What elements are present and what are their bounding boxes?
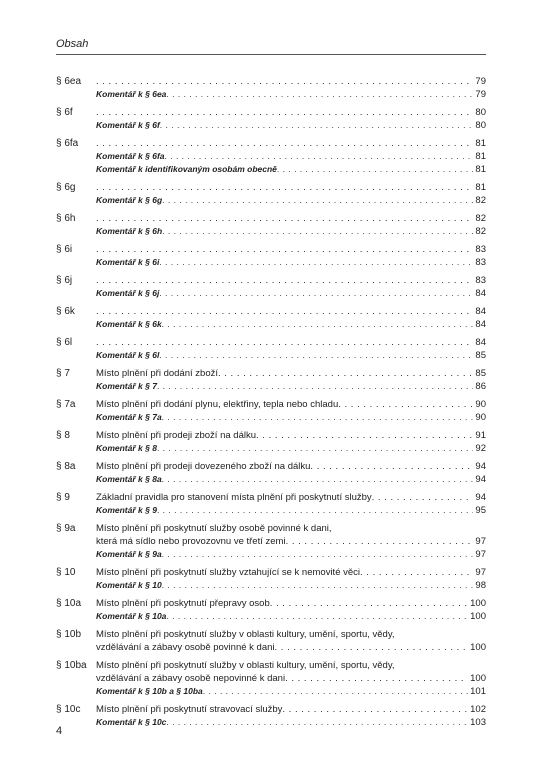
toc-line[interactable]	[96, 628, 486, 641]
page-ref: 82	[475, 226, 486, 237]
page-ref: 85	[475, 368, 486, 379]
entry-title: Místo plnění při poskytnutí služby v oblasti kultury, umění, sportu, vědy,	[96, 629, 395, 640]
dot-leader	[166, 610, 468, 623]
entry-title: vzdělávání a zábavy osobě nepovinné k dani	[96, 673, 286, 684]
dot-leader	[277, 163, 474, 176]
header-rule	[56, 54, 486, 55]
dot-leader	[162, 225, 473, 238]
commentary-line[interactable]	[96, 194, 486, 207]
commentary-line[interactable]	[96, 318, 486, 331]
page-ref: 97	[475, 549, 486, 560]
dot-leader	[162, 579, 474, 592]
page-ref: 103	[470, 717, 486, 728]
entry-title: Místo plnění při poskytnutí stravovací služby	[96, 704, 283, 715]
dot-leader	[160, 119, 474, 132]
entry-title: Místo plnění při poskytnutí služby vztahující se k nemovité věci	[96, 567, 361, 578]
commentary-line[interactable]	[96, 504, 486, 517]
page-ref: 91	[475, 430, 486, 441]
section-number: § 6h	[56, 213, 76, 224]
toc-line[interactable]	[96, 106, 486, 119]
entry-title: Místo plnění při poskytnutí služby v oblasti kultury, umění, sportu, vědy,	[96, 660, 395, 671]
entry-title: Komentář k § 8a	[96, 474, 162, 484]
toc-line[interactable]	[96, 703, 486, 716]
page-ref: 80	[475, 120, 486, 131]
toc-line[interactable]	[96, 367, 486, 380]
entry-title: Komentář k § 10b a § 10ba	[96, 686, 203, 696]
toc-line[interactable]	[96, 243, 486, 256]
page-ref: 80	[475, 107, 486, 118]
section-number: § 6fa	[56, 138, 79, 149]
dot-leader	[162, 194, 473, 207]
commentary-line[interactable]	[96, 119, 486, 132]
toc-entry	[56, 106, 486, 132]
page-ref: 101	[470, 686, 486, 697]
commentary-line[interactable]	[96, 225, 486, 238]
page-ref: 81	[475, 151, 486, 162]
toc-entry	[56, 628, 486, 654]
toc-line[interactable]	[96, 672, 486, 685]
dot-leader	[166, 88, 473, 101]
page-ref: 94	[475, 474, 486, 485]
dot-leader	[162, 318, 474, 331]
toc-line[interactable]	[96, 522, 486, 535]
entry-title: Komentář k § 6l	[96, 350, 160, 360]
dot-leader	[286, 535, 474, 548]
commentary-line[interactable]	[96, 548, 486, 561]
entry-title: Místo plnění při poskytnutí služby osobě povinné k dani,	[96, 523, 332, 534]
entry-title: Komentář k § 6g	[96, 195, 163, 205]
commentary-line[interactable]	[96, 163, 486, 176]
page-ref: 83	[475, 275, 486, 286]
section-number: § 6f	[56, 107, 73, 118]
dot-leader	[96, 181, 473, 194]
dot-leader	[360, 566, 473, 579]
dot-leader	[157, 380, 473, 393]
section-number: § 6ea	[56, 76, 82, 87]
page-ref: 83	[475, 257, 486, 268]
page-ref: 100	[470, 642, 486, 653]
table-of-contents	[56, 75, 486, 734]
entry-title: Místo plnění při prodeji dovezeného zboží na dálku	[96, 461, 311, 472]
entry-title: Komentář k § 6fa	[96, 151, 165, 161]
toc-entry	[56, 367, 486, 393]
page-ref: 81	[475, 164, 486, 175]
dot-leader	[162, 548, 474, 561]
section-number: § 10ba	[56, 660, 87, 671]
dot-leader	[96, 243, 473, 256]
page-ref: 100	[470, 611, 486, 622]
entry-title: která má sídlo nebo provozovnu ve třetí zemi	[96, 536, 286, 547]
toc-entry	[56, 181, 486, 207]
toc-entry	[56, 491, 486, 517]
page-ref: 83	[475, 244, 486, 255]
commentary-line[interactable]	[96, 256, 486, 269]
entry-title: Komentář k § 10c	[96, 717, 167, 727]
running-header: Obsah	[56, 38, 89, 50]
commentary-line[interactable]	[96, 473, 486, 486]
entry-title: Komentář k § 9	[96, 505, 157, 515]
page-ref: 90	[475, 412, 486, 423]
entry-title: Komentář k § 7a	[96, 412, 162, 422]
page-ref: 97	[475, 536, 486, 547]
page-ref: 90	[475, 399, 486, 410]
page-ref: 100	[470, 598, 486, 609]
commentary-line[interactable]	[96, 287, 486, 300]
toc-line[interactable]	[96, 491, 486, 504]
section-number: § 6l	[56, 337, 73, 348]
page-ref: 100	[470, 673, 486, 684]
page-number: 4	[56, 725, 63, 737]
dot-leader	[96, 336, 473, 349]
commentary-line[interactable]	[96, 579, 486, 592]
entry-title: Komentář k identifikovaným osobám obecně	[96, 164, 277, 174]
page-ref: 102	[470, 704, 486, 715]
commentary-line[interactable]	[96, 685, 486, 698]
entry-title: Komentář k § 8	[96, 443, 157, 453]
dot-leader	[96, 137, 473, 150]
toc-entry	[56, 398, 486, 424]
entry-title: Základní pravidla pro stanovení místa plnění při poskytnutí služby	[96, 492, 372, 503]
entry-title: Komentář k § 6k	[96, 319, 162, 329]
toc-entry	[56, 522, 486, 561]
dot-leader	[372, 491, 474, 504]
page-ref: 81	[475, 138, 486, 149]
toc-line[interactable]	[96, 181, 486, 194]
dot-leader	[159, 287, 473, 300]
entry-title: Komentář k § 7	[96, 381, 157, 391]
page-ref: 98	[475, 580, 486, 591]
page-ref: 94	[475, 461, 486, 472]
section-number: § 10	[56, 567, 76, 578]
dot-leader	[282, 703, 468, 716]
page-ref: 95	[475, 505, 486, 516]
dot-leader	[285, 672, 468, 685]
section-number: § 9	[56, 492, 70, 503]
entry-title: Komentář k § 10	[96, 580, 162, 590]
page-ref: 94	[475, 492, 486, 503]
toc-entry	[56, 274, 486, 300]
dot-leader	[96, 106, 473, 119]
section-number: § 9a	[56, 523, 76, 534]
toc-entry	[56, 597, 486, 623]
toc-entry	[56, 243, 486, 269]
commentary-line[interactable]	[96, 610, 486, 623]
page-ref: 92	[475, 443, 486, 454]
toc-entry	[56, 75, 486, 101]
entry-title: Komentář k § 6i	[96, 257, 160, 267]
dot-leader	[159, 256, 473, 269]
dot-leader	[162, 411, 474, 424]
page-ref: 82	[475, 213, 486, 224]
section-number: § 10b	[56, 629, 82, 640]
toc-line[interactable]	[96, 137, 486, 150]
commentary-line[interactable]	[96, 442, 486, 455]
page-ref: 84	[475, 288, 486, 299]
dot-leader	[218, 367, 473, 380]
section-number: § 6j	[56, 275, 73, 286]
dot-leader	[96, 75, 473, 88]
commentary-line[interactable]	[96, 88, 486, 101]
toc-line[interactable]	[96, 597, 486, 610]
dot-leader	[157, 504, 473, 517]
dot-leader	[96, 305, 473, 318]
entry-title: Místo plnění při prodeji zboží na dálku	[96, 430, 257, 441]
toc-entry	[56, 659, 486, 698]
dot-leader	[162, 473, 474, 486]
section-number: § 7a	[56, 399, 76, 410]
toc-entry	[56, 703, 486, 729]
toc-line[interactable]	[96, 336, 486, 349]
toc-line[interactable]	[96, 659, 486, 672]
toc-line[interactable]	[96, 566, 486, 579]
toc-line[interactable]	[96, 641, 486, 654]
section-number: § 10c	[56, 704, 81, 715]
toc-line[interactable]	[96, 274, 486, 287]
entry-title: vzdělávání a zábavy osobě povinné k dani	[96, 642, 275, 653]
page-ref: 84	[475, 319, 486, 330]
dot-leader	[203, 685, 468, 698]
page-ref: 79	[475, 89, 486, 100]
entry-title: Místo plnění při poskytnutí přepravy osob	[96, 598, 270, 609]
toc-line[interactable]	[96, 212, 486, 225]
dot-leader	[157, 442, 473, 455]
section-number: § 10a	[56, 598, 82, 609]
dot-leader	[96, 212, 473, 225]
commentary-line[interactable]	[96, 150, 486, 163]
entry-title: Místo plnění při dodání zboží	[96, 368, 218, 379]
dot-leader	[256, 429, 473, 442]
toc-line[interactable]	[96, 535, 486, 548]
toc-entry	[56, 305, 486, 331]
page-ref: 85	[475, 350, 486, 361]
entry-title: Komentář k § 10a	[96, 611, 167, 621]
toc-line[interactable]	[96, 305, 486, 318]
entry-title: Místo plnění při dodání plynu, elektřiny, tepla nebo chladu	[96, 399, 339, 410]
page-ref: 84	[475, 306, 486, 317]
page-ref: 81	[475, 182, 486, 193]
dot-leader	[166, 716, 468, 729]
toc-line[interactable]	[96, 398, 486, 411]
dot-leader	[310, 460, 473, 473]
page-ref: 82	[475, 195, 486, 206]
entry-title: Komentář k § 6h	[96, 226, 163, 236]
toc-entry	[56, 429, 486, 455]
dot-leader	[275, 641, 469, 654]
commentary-line[interactable]	[96, 349, 486, 362]
commentary-line[interactable]	[96, 716, 486, 729]
toc-line[interactable]	[96, 75, 486, 88]
entry-title: Komentář k § 6f	[96, 120, 160, 130]
dot-leader	[338, 398, 473, 411]
toc-entry	[56, 336, 486, 362]
section-number: § 6i	[56, 244, 73, 255]
toc-line[interactable]	[96, 460, 486, 473]
page-ref: 84	[475, 337, 486, 348]
toc-entry	[56, 137, 486, 176]
commentary-line[interactable]	[96, 380, 486, 393]
toc-entry	[56, 212, 486, 238]
section-number: § 8a	[56, 461, 76, 472]
dot-leader	[159, 349, 473, 362]
entry-title: Komentář k § 9a	[96, 549, 162, 559]
entry-title: Komentář k § 6ea	[96, 89, 167, 99]
page-ref: 97	[475, 567, 486, 578]
entry-title: Komentář k § 6j	[96, 288, 160, 298]
dot-leader	[96, 274, 473, 287]
section-number: § 8	[56, 430, 70, 441]
section-number: § 6g	[56, 182, 76, 193]
toc-line[interactable]	[96, 429, 486, 442]
dot-leader	[165, 150, 474, 163]
section-number: § 7	[56, 368, 70, 379]
toc-entry	[56, 566, 486, 592]
page-ref: 79	[475, 76, 486, 87]
dot-leader	[270, 597, 468, 610]
commentary-line[interactable]	[96, 411, 486, 424]
toc-entry	[56, 460, 486, 486]
page-ref: 86	[475, 381, 486, 392]
section-number: § 6k	[56, 306, 75, 317]
